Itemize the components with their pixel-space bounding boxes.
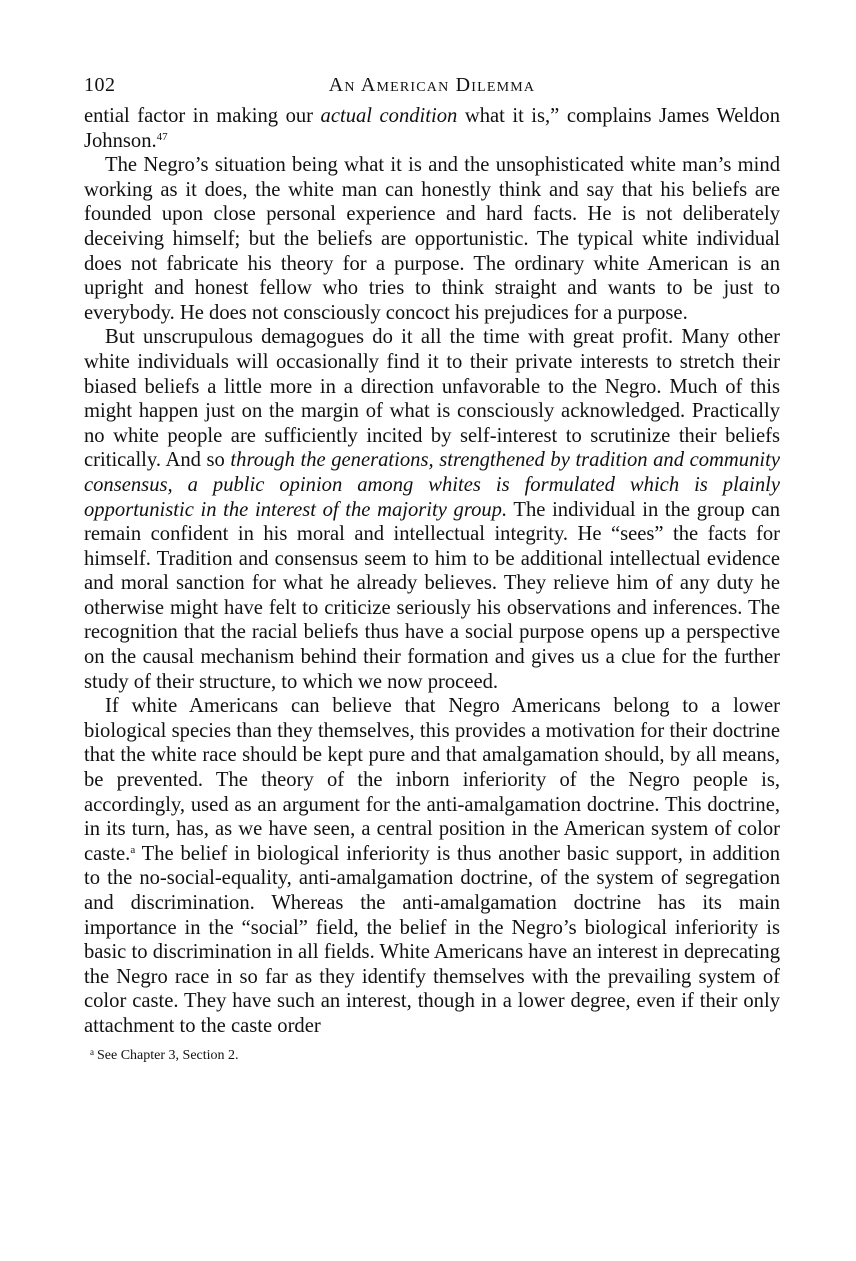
paragraph-3-italic: through the generations, strengthened by tradition and community consensus, a public opinion among whites is formulated which is plainly opportunistic in the interest of the majority group. bbox=[84, 449, 780, 521]
footnote bbox=[84, 1043, 780, 1065]
page-header bbox=[84, 74, 780, 104]
footnote-marker: a bbox=[90, 1046, 94, 1057]
running-title: An American Dilemma bbox=[328, 74, 536, 96]
footnote-reference-a: a bbox=[130, 843, 136, 856]
body-text bbox=[84, 104, 780, 1039]
paragraph-1-text-a: ential factor in making our bbox=[84, 105, 321, 127]
book-page bbox=[84, 74, 780, 1065]
paragraph-3 bbox=[84, 325, 780, 694]
paragraph-3-text-c: The individual in the group can remain confident in his moral and intellectual integrity. He “sees” the facts for himself. Tradition and consensus seem to him to be additional intellectual evidence and moral sanction for what he already believes. They relieve him of any duty he otherwise might have felt to criticize seriously his observations and inferences. The recognition that the racial beliefs thus have a social purpose opens up a perspective on the causal mechanism behind their formation and gives us a clue for the further study of their structure, to which we now proceed. bbox=[84, 498, 781, 693]
page-number: 102 bbox=[84, 74, 116, 96]
paragraph-3-text-a: But unscrupulous demagogues do it all the time with great profit. Many other white individuals will occasionally find it to their private interests to stretch their biased beliefs a little more in a direction unfavorable to the Negro. Much of this might happen just on the margin of what is consciously acknowledged. Practically no white people are sufficiently incited by self-interest to scrutinize their beliefs critically. And so bbox=[84, 326, 780, 472]
paragraph-4-text-b: The belief in biological inferiority is thus another basic support, in addition to the no-social-equality, anti-amalgamation doctrine, of the system of segregation and discrimination. Whereas the anti-amalgamation doctrine has its main importance in the “social” field, the belief in the Negro’s biological inferiority is basic to discrimination in all fields. White Americans have an interest in deprecating the Negro race in so far as they identify themselves with the prevailing system of color caste. They have such an interest, though in a lower degree, even if their only attachment to the caste order bbox=[84, 842, 780, 1037]
paragraph-2: The Negro’s situation being what it is and the unsophisticated white man’s mind working as it does, the white man can honestly think and say that his beliefs are founded upon close personal experience and hard facts. He is not deliberately deceiving himself; but the beliefs are opportunistic. The typical white individual does not fabricate his theory for a purpose. The ordinary white American is an upright and honest fellow who tries to think straight and wants to be just to everybody. He does not consciously concoct his prejudices for a purpose. bbox=[84, 154, 780, 324]
paragraph-4-text-a: If white Americans can believe that Negro Americans belong to a lower biological species than they themselves, this provides a motivation for their doctrine that the white race should be kept pure and that amalgamation should, by all means, be prevented. The theory of the inborn inferiority of the Negro people is, accordingly, used as an argument for the anti-amalgamation doctrine. This doctrine, in its turn, has, as we have seen, a central position in the American system of color caste. bbox=[84, 695, 780, 865]
endnote-reference-47: 47 bbox=[156, 130, 168, 143]
footnote-text: See Chapter 3, Section 2. bbox=[97, 1047, 239, 1063]
paragraph-1-italic: actual condition bbox=[320, 105, 458, 127]
paragraph-4 bbox=[84, 694, 780, 1038]
paragraph-1 bbox=[84, 104, 780, 153]
paragraph-1-text-c: what it is,” complains James Weldon Johnson. bbox=[84, 105, 780, 152]
